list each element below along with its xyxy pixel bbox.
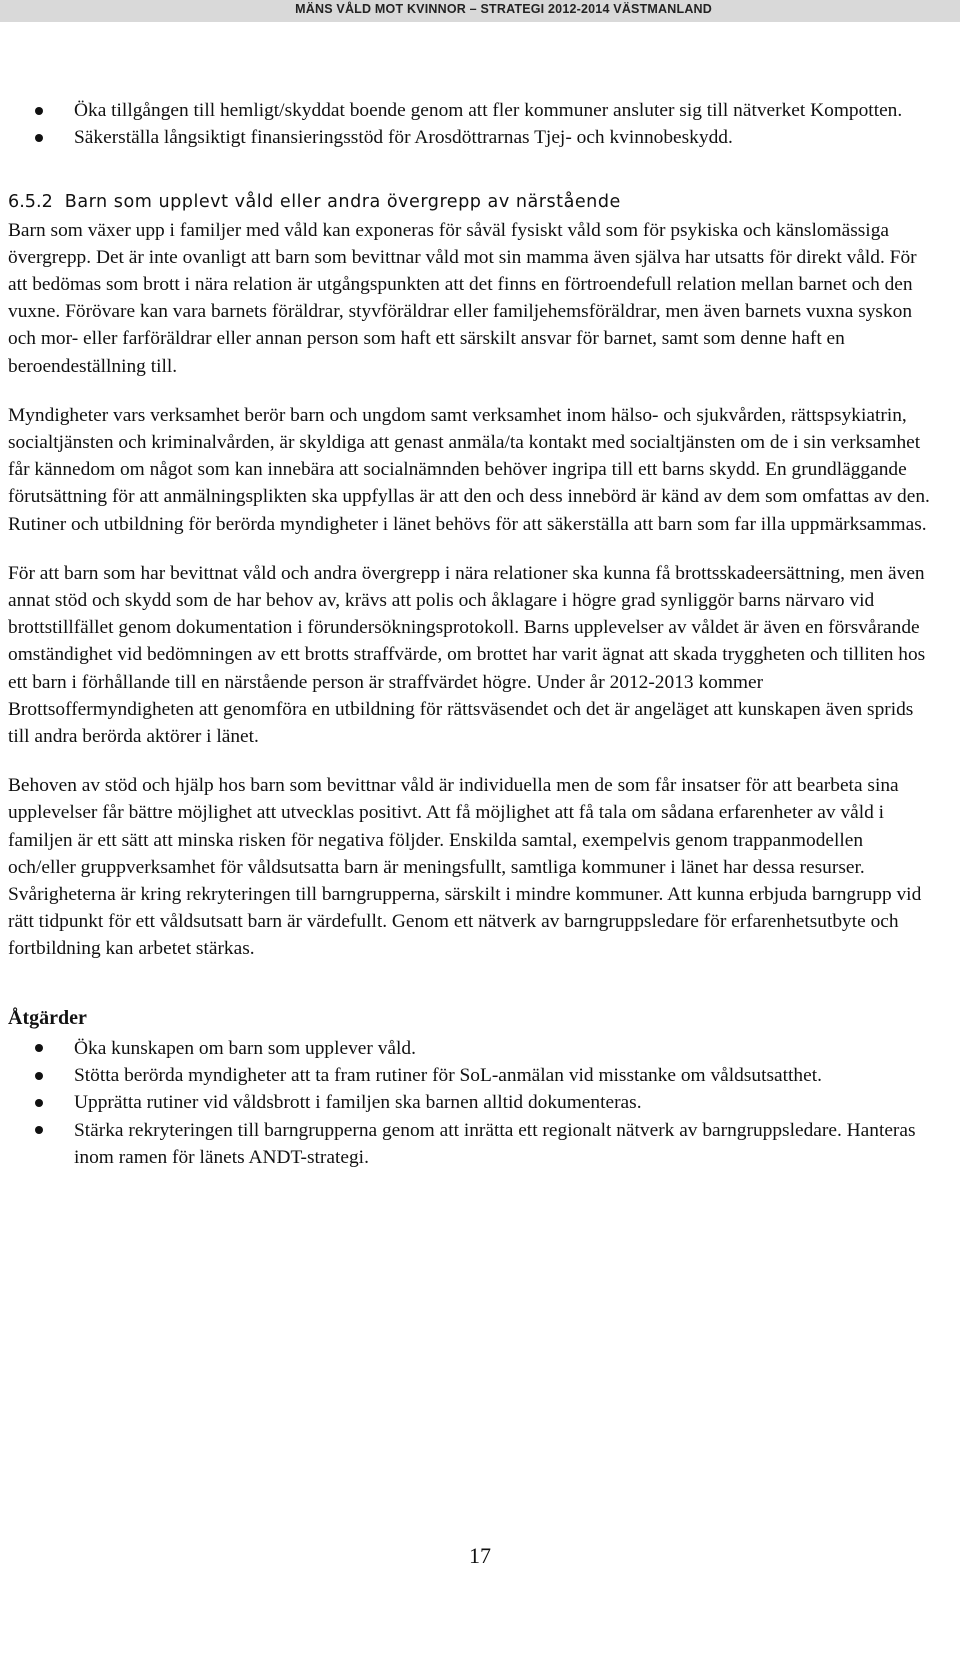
bullet-icon xyxy=(35,1099,43,1107)
list-item-text: Öka kunskapen om barn som upplever våld. xyxy=(74,1037,416,1059)
list-item xyxy=(8,1089,930,1116)
bullet-icon xyxy=(35,1044,43,1052)
body-paragraph: Behoven av stöd och hjälp hos barn som bevittnar våld är individuella men de som får insatser för att bearbeta sina upplevelser får bättre möjlighet att utvecklas positivt. Att få möjlighet att få tala om sådana erfarenheter av våld i familjen är ett sätt att minska risken för negativa följder. Enskilda samtal, exempelvis genom trappanmodellen och/eller gruppverksamhet för våldsutsatta barn är meningsfullt, samtliga kommuner i länet har dessa resurser. Svårigheterna är kring rekryteringen till barngrupperna, särskilt i mindre kommuner. Att kunna erbjuda barngrupp vid rätt tidpunkt för ett våldsutsatt barn är värdefullt. Genom ett nätverk av barngruppsledare för erfarenhetsutbyte och fortbildning kan arbetet stärkas. xyxy=(8,775,922,960)
body-paragraph: Myndigheter vars verksamhet berör barn och ungdom samt verksamhet inom hälso- och sjukvården, rättspsykiatrin, socialtjänsten och kriminalvården, är skyldiga att genast anmäla/ta kontakt med socialtjänsten om de i sin verksamhet får kännedom om något som kan innebära att socialnämnden behöver ingripa till ett barns skydd. En grundläggande förutsättning för att anmälningsplikten ska uppfyllas är att den och dess innebörd är känd av dem som omfattas av den. Rutiner och utbildning för berörda myndigheter i länet behövs för att säkerställa att barn som far illa uppmärksammas. xyxy=(8,404,930,535)
body-paragraph: Barn som växer upp i familjer med våld kan exponeras för såväl fysiskt våld som för psykiska och känslomässiga övergrepp. Det är inte ovanligt att barn som bevittnar våld mot sin mamma även själva har utsatts för direkt våld. För att bedömas som brott i nära relation är utgångspunkten att det finns en förtroendefull relation mellan barnet och den vuxne. Förövare kan vara barnets föräldrar, styvföräldrar eller familjehemsföräldrar, men även barnets vuxna syskon och mor- eller farföräldrar eller annan person som haft ett särskilt ansvar för barnet, samt som denne haft en beroendeställning till. xyxy=(8,219,917,377)
list-item-text: Upprätta rutiner vid våldsbrott i familjen ska barnen alltid dokumenteras. xyxy=(74,1092,642,1114)
actions-bullet-list xyxy=(8,1035,930,1171)
bullet-icon xyxy=(35,134,43,142)
section-number: 6.5.2 xyxy=(8,192,53,213)
section-title: Barn som upplevt våld eller andra övergrepp av närstående xyxy=(64,192,621,213)
list-item xyxy=(8,1035,930,1062)
list-item xyxy=(8,1117,930,1171)
body-paragraph: För att barn som har bevittnat våld och andra övergrepp i nära relationer ska kunna få brottsskadeersättning, men även annat stöd och skydd som de har behov av, krävs att polis och åklagare i högre grad synliggör barns närvaro vid brottstillfället genom dokumentation i förundersökningsprotokoll. Barns upplevelser av våldet är även en försvårande omständighet vid bedömningen av ett brotts straffvärde, om brottet har varit ägnat att skada tryggheten och tilliten hos ett barn i förhållande till en närstående person är straffvärdet högre. Under år 2012-2013 kommer Brottsoffermyndigheten att genomföra en utbildning för rättsväsendet och det är angeläget att kunskapen även sprids till andra berörda aktörer i länet. xyxy=(8,562,926,748)
section-heading xyxy=(8,189,930,216)
list-item xyxy=(8,124,930,151)
list-item xyxy=(8,97,930,124)
list-item-text: Stötta berörda myndigheter att ta fram rutiner för SoL-anmälan vid misstanke om våldsutsatthet. xyxy=(74,1065,822,1087)
bullet-icon xyxy=(35,1126,43,1134)
page-number: 17 xyxy=(469,1543,491,1568)
list-item xyxy=(8,1062,930,1089)
list-item-text: Stärka rekryteringen till barngrupperna genom att inrätta ett regionalt nätverk av barngruppsledare. Hanteras inom ramen för länets ANDT-strategi. xyxy=(74,1119,916,1168)
intro-bullet-list xyxy=(8,97,930,151)
actions-heading: Åtgärder xyxy=(8,1006,87,1029)
running-header: MÄNS VÅLD MOT KVINNOR – STRATEGI 2012-2014 VÄSTMANLAND xyxy=(0,0,960,22)
bullet-icon xyxy=(35,1072,43,1080)
bullet-icon xyxy=(35,107,43,115)
page-content xyxy=(8,97,930,1171)
list-item-text: Säkerställa långsiktigt finansieringsstöd för Arosdöttrarnas Tjej- och kvinnobeskydd. xyxy=(74,127,733,149)
list-item-text: Öka tillgången till hemligt/skyddat boende genom att fler kommuner ansluter sig till nätverket Kompotten. xyxy=(74,100,903,121)
